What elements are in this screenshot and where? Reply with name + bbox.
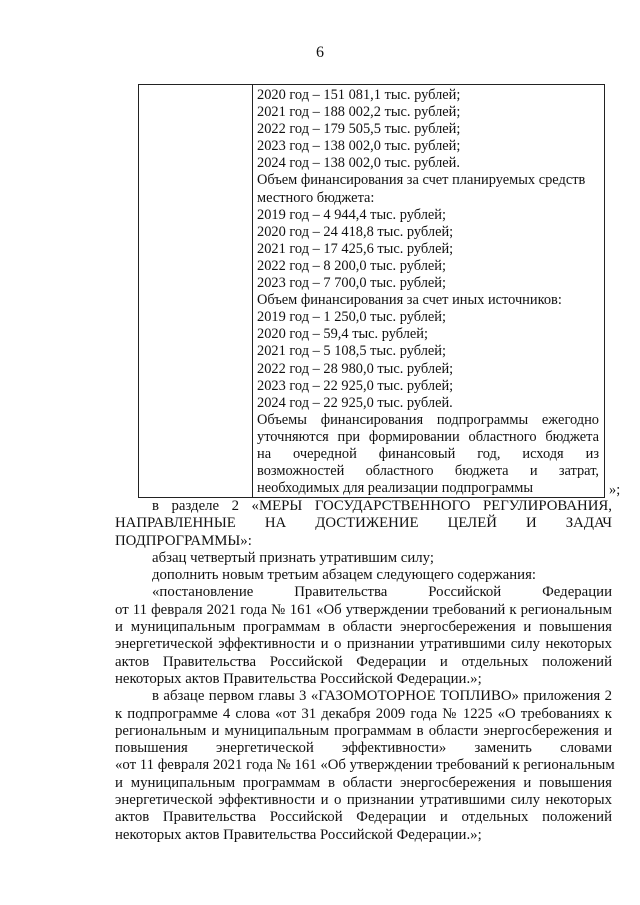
table-line: на очередной финансовый год, исходя из — [257, 445, 599, 462]
financing-table — [138, 84, 605, 498]
table-line: Объем финансирования за счет планируемых средств — [257, 172, 586, 189]
body-line: энергетической эффективности и о признании утратившими силу некоторых — [115, 792, 612, 809]
table-line: 2020 год – 151 081,1 тыс. рублей; — [257, 87, 461, 103]
table-line: Объем финансирования за счет иных источников: — [257, 292, 562, 309]
body-line: «постановление Правительства Российской Федерации — [152, 584, 612, 601]
body-line: НАПРАВЛЕННЫЕ НА ДОСТИЖЕНИЕ ЦЕЛЕЙ И ЗАДАЧ — [115, 515, 612, 532]
table-line: 2024 год – 138 002,0 тыс. рублей. — [257, 155, 460, 172]
table-line: 2023 год – 7 700,0 тыс. рублей; — [257, 275, 446, 292]
body-line: и муниципальным программам в области энергосбережения и повышения — [115, 619, 612, 636]
body-line: повышения энергетической эффективности» заменить словами — [115, 740, 612, 757]
table-column-divider — [252, 85, 253, 497]
body-line: «от 11 февраля 2021 года № 161 «Об утверждении требований к региональным — [115, 757, 615, 774]
table-line: 2020 год – 59,4 тыс. рублей; — [257, 326, 428, 343]
table-line: 2021 год – 188 002,2 тыс. рублей; — [257, 104, 461, 121]
body-line: некоторых актов Правительства Российской Федерации.»; — [115, 826, 482, 843]
table-line: 2024 год – 22 925,0 тыс. рублей. — [257, 394, 453, 411]
body-line: актов Правительства Российской Федерации и отдельных положений — [115, 653, 612, 670]
body-line: к подпрограмме 4 слова «от 31 декабря 2009 года № 1225 «О требованиях к — [115, 705, 612, 722]
table-line: 2022 год – 179 505,5 тыс. рублей; — [257, 121, 461, 138]
page-number: 6 — [316, 44, 324, 61]
table-line: 2020 год – 24 418,8 тыс. рублей; — [257, 223, 454, 240]
table-line: Объемы финансирования подпрограммы ежегодно — [257, 411, 599, 428]
body-line: дополнить новым третьим абзацем следующего содержания: — [152, 567, 537, 584]
body-line: и муниципальным программам в области энергосбережения и повышения — [115, 774, 612, 791]
table-line: 2023 год – 22 925,0 тыс. рублей; — [257, 377, 454, 394]
table-line: 2021 год – 5 108,5 тыс. рублей; — [257, 343, 446, 360]
table-line: 2019 год – 4 944,4 тыс. рублей; — [257, 206, 446, 223]
body-line: актов Правительства Российской Федерации и отдельных положений — [115, 809, 612, 826]
body-line: некоторых актов Правительства Российской Федерации.»; — [115, 670, 482, 687]
body-line: от 11 февраля 2021 года № 161 «Об утверждении требований к региональным — [115, 601, 612, 618]
body-line: ПОДПРОГРАММЫ»: — [115, 532, 252, 549]
body-line: региональным и муниципальным программам в области энергосбережения и — [115, 722, 612, 739]
body-line: в разделе 2 «МЕРЫ ГОСУДАРСТВЕННОГО РЕГУЛИРОВАНИЯ, — [152, 498, 612, 514]
table-line: уточняются при формировании областного бюджета — [257, 428, 599, 445]
table-line: возможностей областного бюджета и затрат, — [257, 463, 599, 480]
table-line: 2021 год – 17 425,6 тыс. рублей; — [257, 240, 454, 257]
table-line: местного бюджета: — [257, 189, 375, 206]
table-closing-quote: »; — [609, 482, 621, 498]
body-line: в абзаце первом главы 3 «ГАЗОМОТОРНОЕ ТОПЛИВО» приложения 2 — [152, 688, 612, 705]
table-line: 2023 год – 138 002,0 тыс. рублей; — [257, 138, 461, 155]
table-line: 2022 год – 8 200,0 тыс. рублей; — [257, 257, 446, 274]
table-line: 2019 год – 1 250,0 тыс. рублей; — [257, 309, 446, 326]
document-body — [115, 498, 615, 844]
body-line: абзац четвертый признать утратившим силу; — [152, 549, 434, 566]
table-line: 2022 год – 28 980,0 тыс. рублей; — [257, 360, 454, 377]
table-line: необходимых для реализации подпрограммы — [257, 480, 533, 497]
table-cell-content — [257, 87, 599, 497]
body-line: энергетической эффективности и о признании утратившими силу некоторых — [115, 636, 612, 653]
